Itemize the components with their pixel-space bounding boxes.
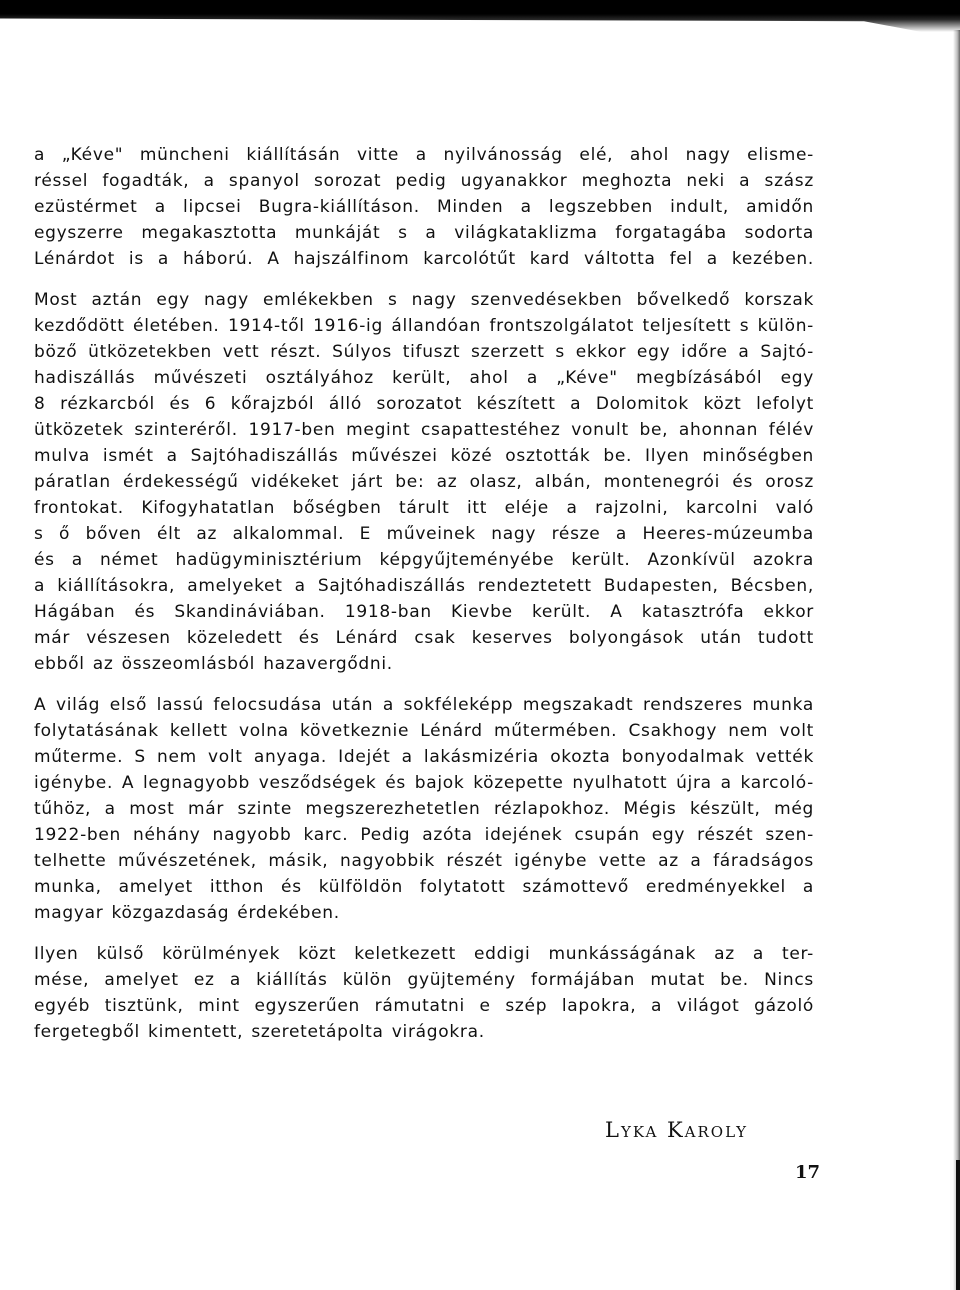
text-line: kezdődött életében. 1914-től 1916-ig állandóan frontszolgálatot teljesített s külön- [34, 316, 814, 336]
paragraph-1 [34, 142, 814, 272]
text-line: a kiállításokra, amelyeket a Sajtóhadiszállás rendeztetett Budapesten, Bécsben, [34, 576, 814, 596]
text-line: munka, amelyet itthon és külföldön folytatott számottevő eredményekkel a [34, 877, 814, 897]
text-line: mése, amelyet ez a kiállítás külön gyüjtemény formájában mutat be. Nincs [34, 970, 814, 990]
text-line: fergetegből kimentett, szeretetápolta virágokra. [34, 1022, 485, 1042]
paragraph-4 [34, 941, 814, 1045]
text-line: tűhöz, a most már szinte megszerezhetetlen rézlapokhoz. Mégis készült, még [34, 799, 814, 819]
text-line: hadiszállás művészeti osztályához került, ahol a „Kéve" megbízásából egy [34, 368, 814, 388]
author-signature: Lyka Karoly [605, 1118, 748, 1142]
text-line: Lénárdot is a háború. A hajszálfinom karcolótűt kard váltotta fel a kezében. [34, 249, 814, 269]
text-line: Most aztán egy nagy emlékekben s nagy szenvedésekben bővelkedő korszak [34, 290, 814, 310]
text-line: telhette művészetének, másik, nagyobbik részét igénybe vette az a fáradságos [34, 851, 814, 871]
text-line: ütközetek szinteréről. 1917-ben megint csapattestéhez vonult be, ahonnan félév [34, 420, 814, 440]
scan-border-right-dark [956, 1160, 960, 1290]
text-line: réssel fogadták, a spanyol sorozat pedig ugyanakkor meghozta neki a szász [34, 171, 814, 191]
text-line: és a német hadügyminisztérium képgyűjteményébe került. Azonkívül azokra [34, 550, 814, 570]
text-line: 8 rézkarcból és 6 kőrajzból álló sorozatot készített a Dolomitok közt lefolyt [34, 394, 814, 414]
text-line: a „Kéve" müncheni kiállításán vitte a nyilvánosság elé, ahol nagy elisme- [34, 145, 814, 165]
text-line: Ilyen külső körülmények közt keletkezett eddigi munkásságának az a ter- [34, 944, 814, 964]
text-line: s ő bőven élt az alkalommal. E műveinek nagy része a Heeres-múzeumba [34, 524, 814, 544]
paragraph-3 [34, 692, 814, 926]
text-line: mulva ismét a Sajtóhadiszállás művészei közé osztották be. Ilyen minőségben [34, 446, 814, 466]
text-line: már vészesen közeledett és Lénárd csak keserves bolyongások után tudott [34, 628, 814, 648]
text-line: Hágában és Skandináviában. 1918-ban Kievbe került. A katasztrófa ekkor [34, 602, 814, 622]
scan-border-top [0, 0, 960, 14]
text-line: egyszerre megakasztotta munkáját s a világkataklizma forgatagába sodorta [34, 223, 814, 243]
text-line: folytatásának kellett volna következnie Lénárd műtermében. Csakhogy nem volt [34, 721, 814, 741]
text-line: igénybe. A legnagyobb vesződségek és bajok közepette nyulhatott újra a karcoló- [34, 773, 814, 793]
article-body [34, 142, 814, 1060]
text-line: ebből az összeomlásból hazavergődni. [34, 654, 393, 674]
text-line: 1922-ben néhány nagyobb karc. Pedig azóta idejének csupán egy részét szen- [34, 825, 814, 845]
text-line: böző ütközetekben vett részt. Súlyos tifuszt szerzett s ekkor egy időre a Sajtó- [34, 342, 814, 362]
text-line: műterme. S nem volt anyaga. Idejét a lakásmizéria okozta bonyodalmak vették [34, 747, 814, 767]
text-line: egyéb tisztünk, mint egyszerűen rámutatni e szép lapokra, a világot gázoló [34, 996, 814, 1016]
page-number: 17 [795, 1162, 821, 1183]
text-line: magyar közgazdaság érdekében. [34, 903, 340, 923]
text-line: ezüstérmet a lipcsei Bugra-kiállításon. Minden a legszebben indult, amidőn [34, 197, 814, 217]
text-line: A világ első lassú felocsudása után a sokféleképp megszakadt rendszeres munka [34, 695, 814, 715]
text-line: frontokat. Kifogyhatatlan bőségben tárult itt eléje a rajzolni, karcolni való [34, 498, 814, 518]
scan-border-shadow [0, 14, 960, 32]
scan-border-right [953, 30, 960, 1290]
paragraph-2 [34, 287, 814, 677]
text-line: páratlan érdekességű vidékeket járt be: az olasz, albán, montenegrói és orosz [34, 472, 814, 492]
